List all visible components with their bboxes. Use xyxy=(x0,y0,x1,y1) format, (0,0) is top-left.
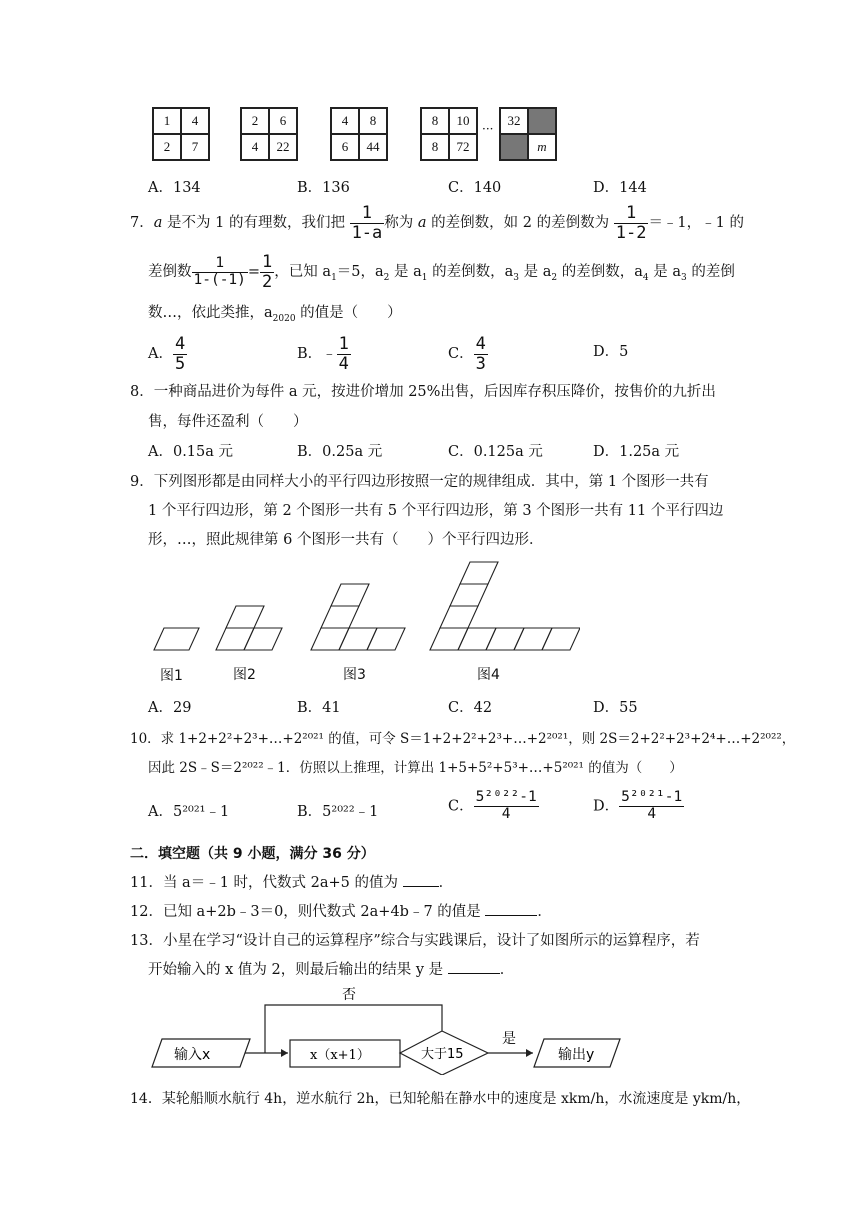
figure-label-2: 图2 xyxy=(233,667,256,683)
flow-yes-label: 是 xyxy=(502,1031,516,1047)
denominator: 4 xyxy=(647,805,657,822)
fraction xyxy=(614,204,649,242)
grid-cell: 8 xyxy=(421,108,449,134)
parallelogram xyxy=(514,628,552,650)
parallelogram xyxy=(460,562,498,584)
q7-option-a[interactable] xyxy=(148,335,187,373)
label: A． xyxy=(148,346,173,363)
q6-option-d[interactable]: D．144 xyxy=(593,180,647,196)
parallelogram xyxy=(226,606,264,628)
denominator: 1-2 xyxy=(615,222,647,243)
number-grid-2 xyxy=(240,107,298,161)
q8-option-b[interactable]: B．0.25a 元 xyxy=(297,444,383,460)
q10-option-a[interactable]: A．5²⁰²¹﹣1 xyxy=(148,804,230,820)
label: D． xyxy=(593,798,620,815)
fraction xyxy=(260,253,274,291)
q7-option-b[interactable] xyxy=(297,335,351,373)
parallelogram xyxy=(430,628,468,650)
grid-cell: 32 xyxy=(500,108,528,134)
q12-text: 12．已知 a+2b﹣3＝0，则代数式 2a+4b﹣7 的值是 xyxy=(130,904,481,920)
flow-decision-label: 大于15 xyxy=(421,1047,464,1062)
section-heading: 二．填空题（共 9 小题，满分 36 分） xyxy=(130,846,375,862)
var-a: a xyxy=(417,215,427,232)
numerator: 5²⁰²¹-1 xyxy=(621,789,683,805)
parallelogram xyxy=(321,606,359,628)
q8-option-a[interactable]: A．0.15a 元 xyxy=(148,444,234,460)
numerator: 5²⁰²²-1 xyxy=(475,789,537,805)
q10-line2: 因此 2S﹣S＝2²⁰²²﹣1．仿照以上推理，计算出 1+5+5²+5³+…+5²⁰²¹ 的值为（ ） xyxy=(148,760,683,776)
grid-cell: 44 xyxy=(359,134,387,160)
text: ，已知 a xyxy=(274,264,332,281)
number-grid-1 xyxy=(152,107,210,161)
grid-cell: 10 xyxy=(449,108,477,134)
fraction xyxy=(350,204,385,242)
q10-option-d[interactable] xyxy=(593,790,684,823)
grid-cell: 4 xyxy=(181,108,209,134)
parallelogram xyxy=(367,628,405,650)
q10-option-b[interactable]: B．5²⁰²²﹣1 xyxy=(297,804,379,820)
q7-option-c[interactable] xyxy=(448,335,488,373)
q6-option-a[interactable]: A．134 xyxy=(148,180,201,196)
fraction xyxy=(192,256,248,289)
answer-blank[interactable] xyxy=(448,973,500,974)
number-grid-4 xyxy=(420,107,478,161)
denominator: 4 xyxy=(338,353,349,374)
grid-cell: 72 xyxy=(449,134,477,160)
q9-option-a[interactable]: A．29 xyxy=(148,700,192,716)
text: 的值是（ ） xyxy=(295,305,402,321)
q9-line1: 9．下列图形都是由同样大小的平行四边形按照一定的规律组成．其中，第 1 个图形一共有 xyxy=(130,474,709,490)
shaded-cell xyxy=(528,108,556,134)
grid-cell: 6 xyxy=(269,108,297,134)
denominator: 2 xyxy=(262,271,273,292)
denominator: 1-(-1) xyxy=(193,271,246,288)
answer-blank[interactable] xyxy=(485,915,537,916)
q13-line1: 13．小星在学习“设计自己的运算程序”综合与实践课后，设计了如图所示的运算程序，若 xyxy=(130,933,700,949)
q8-line1: 8．一种商品进价为每件 a 元，按进价增加 25%出售，后因库存积压降价，按售价的九折出 xyxy=(130,384,716,400)
q9-line3: 形，…，照此规律第 6 个图形一共有（ ）个平行四边形． xyxy=(148,532,544,548)
grid-cell: 1 xyxy=(153,108,181,134)
q9-option-d[interactable]: D．55 xyxy=(593,700,638,716)
parallelogram xyxy=(486,628,524,650)
q13-line2: 开始输入的 x 值为 2，则最后输出的结果 y 是 ． xyxy=(148,962,515,978)
parallelogram xyxy=(339,628,377,650)
parallelogram xyxy=(440,606,478,628)
subscript: 2020 xyxy=(272,313,296,324)
q11-text: 11．当 a＝﹣1 时，代数式 2a+5 的值为 xyxy=(130,875,399,891)
arrowhead xyxy=(526,1049,533,1057)
number-grid-3 xyxy=(330,107,388,161)
denominator: 5 xyxy=(174,353,186,374)
grid-cell: 22 xyxy=(269,134,297,160)
flow-input-label: 输入x xyxy=(174,1047,211,1063)
q7-number: 7． xyxy=(130,215,154,232)
q7-line2: 差倒数 $\frac{1}{1-(-1)}$ = $\frac{1}{2}$ ，已知 $a_1=5$，$a_2$ 是 $a_1$ 的差倒数，$a_3$ 是 $a_2$ 的差倒数，$a_4$ 是 $a_3$ 的差倒 xyxy=(148,252,735,292)
label: C． xyxy=(448,346,474,363)
grid-cell: 8 xyxy=(359,108,387,134)
parallelogram xyxy=(450,584,488,606)
denominator: 1-a xyxy=(351,222,383,243)
parallelogram xyxy=(458,628,496,650)
text: 是不为 1 的有理数，我们把 xyxy=(162,215,345,232)
text: ＝5，a xyxy=(336,264,384,281)
parallelogram xyxy=(311,628,349,650)
grid-cell: 7 xyxy=(181,134,209,160)
grid-cell-m: m xyxy=(528,134,556,160)
denominator: 3 xyxy=(475,353,486,374)
text: ＝﹣1，﹣1 的 xyxy=(648,215,744,232)
number-grid-5 xyxy=(499,107,557,161)
parallelogram xyxy=(154,628,199,650)
denominator: 4 xyxy=(501,805,511,822)
q7-line1 xyxy=(130,204,744,242)
text: 的差倒数，a xyxy=(557,264,643,281)
numerator: 1 xyxy=(338,334,349,354)
grid-ellipsis: ··· xyxy=(482,122,494,136)
numerator: 4 xyxy=(174,334,186,354)
text: 称为 xyxy=(384,215,418,232)
parallelogram xyxy=(244,628,282,650)
label: B．﹣ xyxy=(297,346,337,363)
fraction xyxy=(173,335,187,373)
q9-line2: 1 个平行四边形，第 2 个图形一共有 5 个平行四边形，第 3 个图形一共有 11 个平行四边 xyxy=(148,503,724,519)
fraction xyxy=(474,335,488,373)
numerator: 4 xyxy=(475,334,486,354)
flow-output-label: 输出y xyxy=(558,1047,595,1063)
loop-line xyxy=(265,1005,442,1053)
grid-cell: 6 xyxy=(331,134,359,160)
parallelogram xyxy=(331,584,369,606)
figure-label-1: 图1 xyxy=(160,668,183,684)
parallelogram xyxy=(542,628,580,650)
q7-option-d[interactable]: D．5 xyxy=(593,344,629,360)
q7-line3 xyxy=(148,301,402,322)
parallelogram xyxy=(216,628,254,650)
label: C． xyxy=(448,798,474,815)
grid-cell: 8 xyxy=(421,134,449,160)
text: 是 a xyxy=(519,264,552,281)
text: 的差倒数，如 2 的差倒数为 xyxy=(426,215,610,232)
text: 差倒数 xyxy=(148,264,192,281)
grid-cell: 2 xyxy=(153,134,181,160)
numerator: 1 xyxy=(192,256,248,273)
q12: 12．已知 a+2b﹣3＝0，则代数式 2a+4b﹣7 的值是 ． xyxy=(130,904,552,920)
fraction xyxy=(619,790,684,823)
q6-option-b[interactable]: B．136 xyxy=(297,180,350,196)
q10-option-c[interactable] xyxy=(448,790,539,823)
q14-line1: 14．某轮船顺水航行 4h，逆水航行 2h，已知轮船在静水中的速度是 xkm/h，水流速度是 ykm/h， xyxy=(130,1091,751,1107)
text: 的差倒数，a xyxy=(427,264,514,281)
parallelogram-figures xyxy=(140,550,580,660)
shaded-cell xyxy=(500,134,528,160)
grid-cell: 4 xyxy=(331,108,359,134)
grid-cell: 4 xyxy=(241,134,269,160)
text: 是 a xyxy=(648,264,681,281)
answer-blank[interactable] xyxy=(403,886,439,887)
var-a: a xyxy=(153,215,163,232)
numerator: 1 xyxy=(614,204,649,224)
figure-label-3: 图3 xyxy=(343,667,366,683)
figure-label-4: 图4 xyxy=(477,667,500,683)
text: 是 a xyxy=(389,264,422,281)
q13-text: 开始输入的 x 值为 2，则最后输出的结果 y 是 xyxy=(148,962,444,978)
flowchart xyxy=(150,985,630,1075)
arrowhead xyxy=(281,1049,288,1057)
numerator: 1 xyxy=(262,252,273,272)
text: 的差倒 xyxy=(686,264,735,281)
fraction xyxy=(337,335,351,373)
equals: = xyxy=(247,264,261,281)
text: 数…，依此类推，a xyxy=(148,305,273,321)
q8-option-c[interactable]: C．0.125a 元 xyxy=(448,444,543,460)
q9-option-c[interactable]: C．42 xyxy=(448,700,493,716)
q8-option-d[interactable]: D．1.25a 元 xyxy=(593,444,680,460)
q10-line1: 10．求 1+2+2²+2³+…+2²⁰²¹ 的值，可令 S＝1+2+2²+2³+…+2²⁰²¹，则 2S＝2+2²+2³+2⁴+…+2²⁰²²， xyxy=(130,731,796,747)
grid-cell: 2 xyxy=(241,108,269,134)
flow-no-label: 否 xyxy=(342,987,356,1003)
q6-option-c[interactable]: C．140 xyxy=(448,180,502,196)
fraction xyxy=(474,790,539,823)
q11: 11．当 a＝﹣1 时，代数式 2a+5 的值为 ． xyxy=(130,875,454,891)
numerator: 1 xyxy=(350,204,385,224)
q8-line2: 售，每件还盈利（ ） xyxy=(148,414,308,430)
flow-process-label: x（x+1） xyxy=(310,1048,370,1063)
q9-option-b[interactable]: B．41 xyxy=(297,700,341,716)
